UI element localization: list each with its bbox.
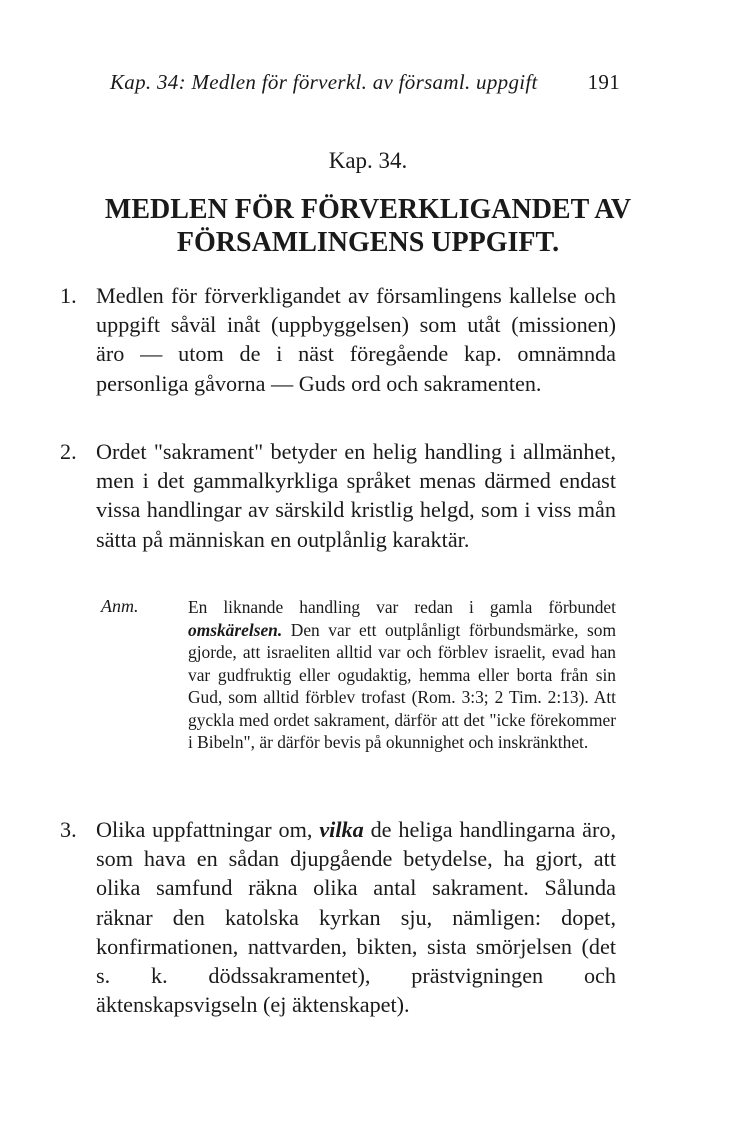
chapter-label: Kap. 34. <box>328 148 408 173</box>
running-title: Kap. 34: Medlen för förverkl. av församl. uppgift <box>110 70 538 94</box>
note-text <box>188 596 616 754</box>
section-number: 1. <box>60 283 77 308</box>
section-number: 2. <box>60 439 77 464</box>
section-text: Ordet "sakrament" betyder en helig handling i allmänhet, men i det gammalkyrkliga språket menas därmed endast vissa handlingar av särskild kristlig helgd, som i viss mån sätta på människan en outplånlig karaktär. <box>96 439 616 552</box>
chapter-title-line-2: FÖRSAMLINGENS UPPGIFT. <box>176 227 560 258</box>
section-text-rest: de heliga handlingarna äro, som hava en sådan djupgående betydelse, ha gjort, att olika samfund räkna olika antal sakrament. Sålunda räknar den katolska kyrkan sju, nämligen: dopet, konfirmationen, nattvarden, bikten, sista smörjelsen (det s. k. dödssakramentet), prästvigningen och äktenskapsvigseln (ej äktenskapet). <box>96 817 617 1018</box>
section-number: 3. <box>60 817 77 842</box>
note-text-start: En liknande handling var redan i gamla förbundet <box>188 597 616 617</box>
section-text-start: Olika uppfattningar om, <box>96 817 313 842</box>
section-text: Medlen för förverkligandet av församlingens kallelse och uppgift såväl inåt (uppbyggelsen) som utåt (missionen) äro — utom de i näst föregående kap. omnämnda personliga gåvorna — Guds ord och sakramenten. <box>96 283 616 396</box>
running-header <box>110 70 620 95</box>
chapter-title-line-1: MEDLEN FÖR FÖRVERKLIGANDET AV <box>104 194 632 225</box>
note-label: Anm. <box>101 596 139 616</box>
page-number: 191 <box>587 70 620 94</box>
section-3 <box>60 815 617 1019</box>
note-text-rest: Den var ett outplånligt förbundsmärke, som gjorde, att israeliten alltid var och förblev israelit, evad han var gudfruktig eller ogudaktig, hemma eller borta från sin Gud, som alltid förblev trofast (Rom. 3:3; 2 Tim. 2:13). Att gyckla med ordet sakrament, därför att det "icke förekommer i Bibeln", är därför bevis på okunnighet och inskränkthet. <box>188 619 616 752</box>
section-2 <box>60 437 616 554</box>
section-emphasis: vilka <box>319 817 364 842</box>
note-emphasis: omskärelsen. <box>188 619 283 640</box>
section-1 <box>60 281 616 398</box>
chapter-title <box>60 193 676 259</box>
